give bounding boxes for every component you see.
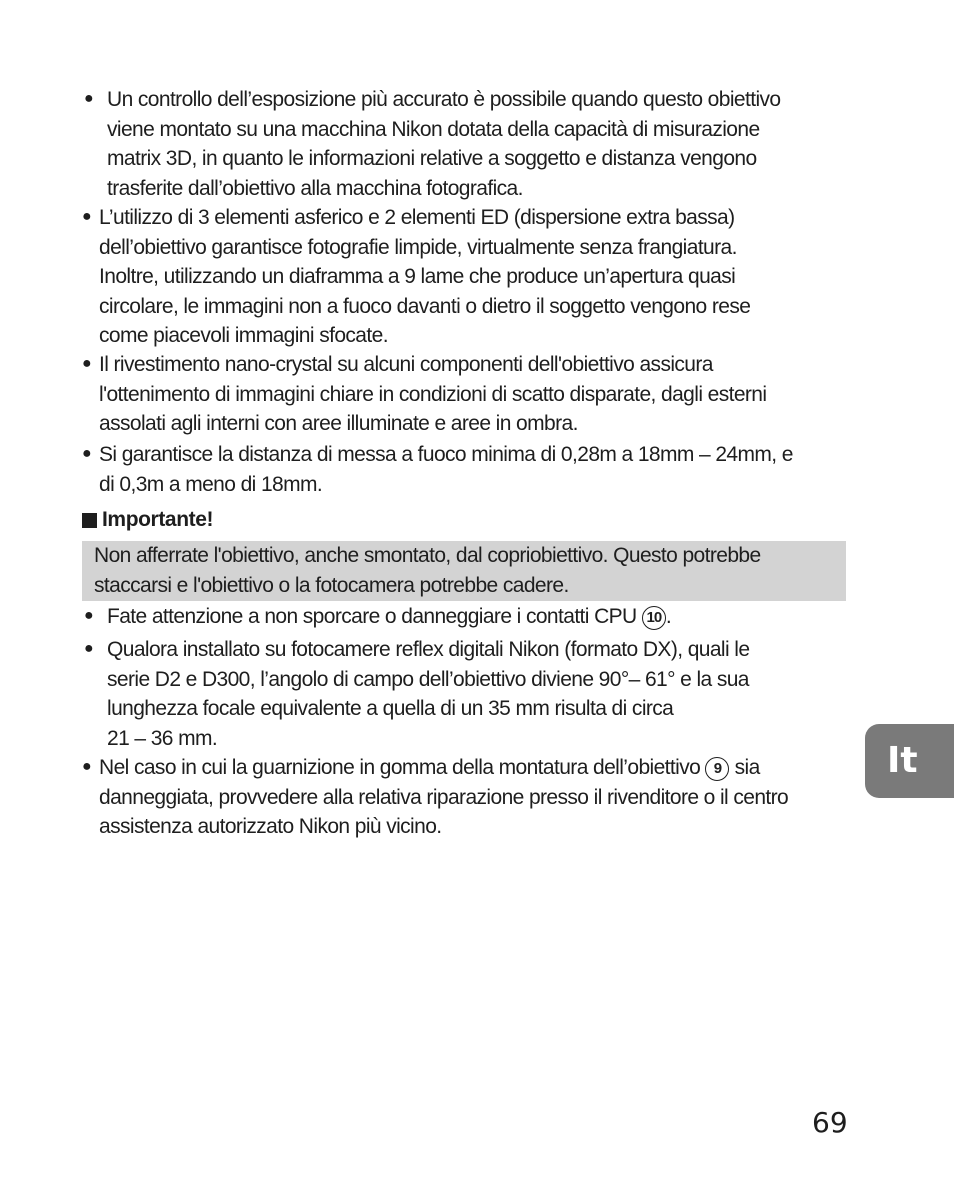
text-line: come piacevoli immagini sfocate. — [99, 324, 388, 347]
square-bullet-icon — [82, 513, 97, 528]
language-tab-label: It — [887, 740, 918, 781]
text-line: Inoltre, utilizzando un diaframma a 9 lame che produce un’apertura quasi — [99, 265, 736, 288]
text-line: Un controllo dell’esposizione più accurato è possibile quando questo obiettivo — [107, 88, 781, 111]
text-line: circolare, le immagini non a fuoco davanti o dietro il soggetto vengono rese — [99, 294, 751, 318]
text-line: Il rivestimento nano-crystal su alcuni componenti dell'obiettivo assicura — [99, 353, 713, 376]
text-line: L’utilizzo di 3 elementi asferico e 2 elementi ED (dispersione extra bassa) — [99, 206, 735, 229]
text-line: dell’obiettivo garantisce fotografie limpide, virtualmente senza frangiatura. — [99, 235, 737, 259]
bullet-icon — [82, 203, 94, 233]
bullet-icon — [82, 440, 94, 470]
text-line: assistenza autorizzato Nikon più vicino. — [99, 815, 442, 838]
text-line — [107, 602, 671, 632]
bullet-icon — [84, 85, 96, 115]
text-span: . — [665, 605, 672, 628]
text-line: staccarsi e l'obiettivo o la fotocamera potrebbe cadere. — [94, 573, 569, 597]
text-line: 21 – 36 mm. — [107, 726, 218, 750]
heading-text: Importante! — [102, 508, 214, 531]
bullet-icon — [84, 635, 96, 665]
text-line: l'ottenimento di immagini chiare in condizioni di scatto disparate, dagli esterni — [99, 382, 767, 406]
reference-number-icon: 10 — [642, 606, 666, 630]
text-line: lunghezza focale equivalente a quella di un 35 mm risulta di circa — [107, 697, 674, 720]
text-line — [99, 753, 760, 783]
text-span: sia — [729, 756, 760, 779]
text-line: viene montato su una macchina Nikon dotata della capacità di misurazione — [107, 117, 760, 141]
text-line: danneggiata, provvedere alla relativa riparazione presso il rivenditore o il centro — [99, 785, 789, 809]
text-line: assolati agli interni con aree illuminate e aree in ombra. — [99, 412, 578, 435]
text-span: Fate attenzione a non sporcare o danneggiare i contatti CPU — [107, 605, 642, 628]
text-line: di 0,3m a meno di 18mm. — [99, 472, 323, 496]
text-line: Qualora installato su fotocamere reflex digitali Nikon (formato DX), quali le — [107, 638, 750, 661]
bullet-icon — [82, 350, 94, 380]
text-line: trasferite dall’obiettivo alla macchina fotografica. — [107, 176, 523, 200]
text-line: serie D2 e D300, l’angolo di campo dell’obiettivo diviene 90°– 61° e la sua — [107, 667, 749, 691]
important-heading — [82, 508, 213, 532]
language-tab — [865, 724, 954, 798]
text-line: Si garantisce la distanza di messa a fuoco minima di 0,28m a 18mm – 24mm, e — [99, 443, 793, 466]
page-number: 69 — [812, 1106, 848, 1139]
warning-notice — [82, 541, 846, 601]
bullet-icon — [82, 753, 94, 783]
reference-number-icon: 9 — [705, 757, 729, 781]
text-line: matrix 3D, in quanto le informazioni relative a soggetto e distanza vengono — [107, 147, 757, 170]
text-span: Nel caso in cui la guarnizione in gomma della montatura dell’obiettivo — [99, 756, 706, 779]
bullet-icon — [84, 602, 96, 632]
text-line: Non afferrate l'obiettivo, anche smontato, dal copriobiettivo. Questo potrebbe — [94, 544, 761, 567]
